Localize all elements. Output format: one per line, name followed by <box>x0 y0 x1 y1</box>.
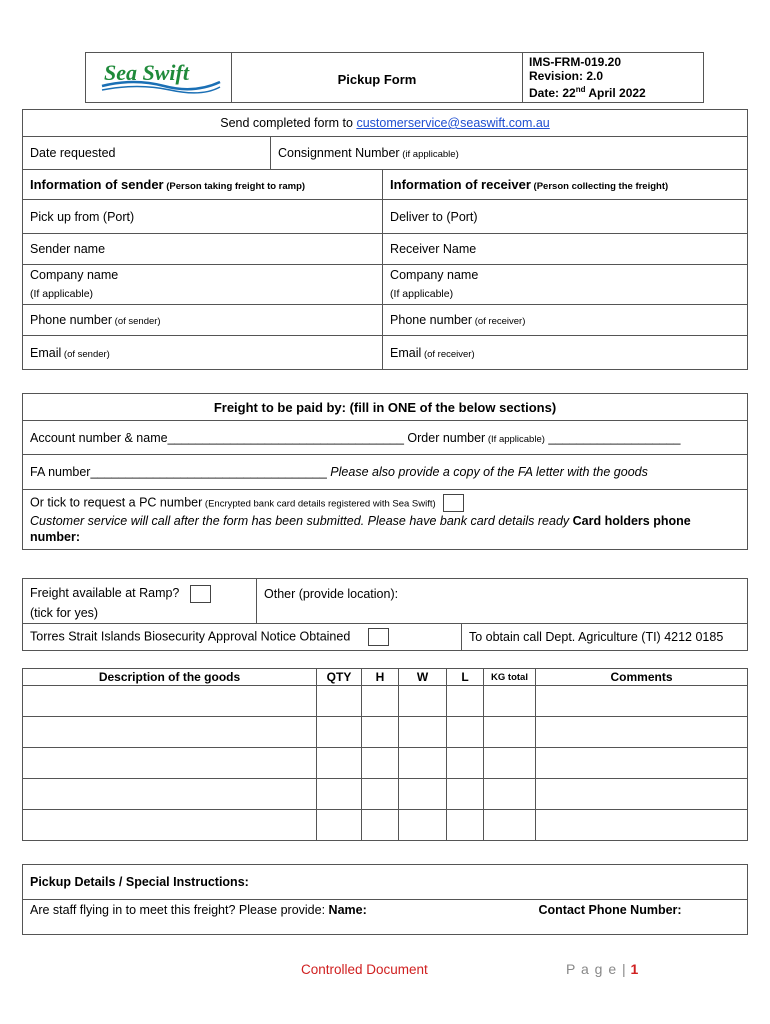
form-title-cell <box>232 53 523 103</box>
table-row <box>23 748 748 779</box>
goods-cell[interactable] <box>23 686 317 717</box>
agriculture-contact: To obtain call Dept. Agriculture (TI) 4212 0185 <box>461 624 747 651</box>
goods-cell[interactable] <box>536 748 748 779</box>
goods-cell[interactable] <box>399 779 447 810</box>
sender-phone-field[interactable]: Phone number (of sender) <box>23 305 383 336</box>
pc-number-row: Or tick to request a PC number (Encrypted bank card details registered with Sea Swift) Customer service will call after the form has been submitted. Please have bank card details ready Card holders phone number: <box>23 490 748 550</box>
goods-cell[interactable] <box>484 686 536 717</box>
customer-service-email-link[interactable]: customerservice@seaswift.com.au <box>356 116 550 130</box>
payment-table <box>22 393 748 550</box>
receiver-company-field[interactable]: Company name (If applicable) <box>383 265 748 305</box>
goods-cell[interactable] <box>317 748 362 779</box>
contact-phone-field[interactable]: Contact Phone Number: <box>538 903 682 917</box>
logo-text: Sea Swift <box>103 60 189 85</box>
receiver-name-field[interactable]: Receiver Name <box>383 234 748 265</box>
deliver-to-field[interactable]: Deliver to (Port) <box>383 200 748 234</box>
goods-header-description: Description of the goods <box>23 669 317 686</box>
goods-cell[interactable] <box>447 717 484 748</box>
doc-number: IMS-FRM-019.20 <box>529 55 622 69</box>
goods-cell[interactable] <box>447 686 484 717</box>
goods-cell[interactable] <box>362 717 399 748</box>
info-table <box>22 109 748 370</box>
consignment-number-field[interactable]: Consignment Number (if applicable) <box>271 137 748 170</box>
table-row <box>23 717 748 748</box>
goods-cell[interactable] <box>484 810 536 841</box>
goods-cell[interactable] <box>23 717 317 748</box>
biosecurity-checkbox[interactable] <box>368 628 389 646</box>
goods-cell[interactable] <box>484 779 536 810</box>
goods-header-w: W <box>399 669 447 686</box>
date-requested-field[interactable]: Date requested <box>23 137 271 170</box>
ramp-checkbox[interactable] <box>190 585 211 603</box>
goods-cell[interactable] <box>362 748 399 779</box>
pickup-from-field[interactable]: Pick up from (Port) <box>23 200 383 234</box>
sender-heading: Information of sender (Person taking freight to ramp) <box>23 170 383 200</box>
goods-header-l: L <box>447 669 484 686</box>
doc-info-cell <box>523 53 704 103</box>
sender-name-field[interactable]: Sender name <box>23 234 383 265</box>
sender-company-field[interactable]: Company name (If applicable) <box>23 265 383 305</box>
goods-cell[interactable] <box>399 810 447 841</box>
table-row <box>23 810 748 841</box>
sea-swift-logo <box>94 56 224 96</box>
goods-cell[interactable] <box>317 717 362 748</box>
goods-cell[interactable] <box>23 748 317 779</box>
goods-cell[interactable] <box>536 810 748 841</box>
pc-number-checkbox[interactable] <box>443 494 464 512</box>
goods-cell[interactable] <box>362 779 399 810</box>
logo-cell <box>86 53 232 103</box>
goods-cell[interactable] <box>536 779 748 810</box>
ramp-availability-cell: Freight available at Ramp? (tick for yes) <box>23 579 257 624</box>
receiver-phone-field[interactable]: Phone number (of receiver) <box>383 305 748 336</box>
staff-flying-row: Are staff flying in to meet this freight? Please provide: Name: Contact Phone Number: <box>23 900 748 935</box>
goods-cell[interactable] <box>399 686 447 717</box>
goods-cell[interactable] <box>317 686 362 717</box>
payment-heading: Freight to be paid by: (fill in ONE of the below sections) <box>23 394 748 421</box>
ramp-table <box>22 578 748 651</box>
goods-cell[interactable] <box>317 779 362 810</box>
doc-date: Date: 22nd April 2022 <box>529 85 646 100</box>
goods-cell[interactable] <box>447 779 484 810</box>
receiver-heading: Information of receiver (Person collecting the freight) <box>383 170 748 200</box>
header-table <box>85 52 704 103</box>
send-to-row: Send completed form to customerservice@seaswift.com.au <box>23 110 748 137</box>
goods-cell[interactable] <box>362 810 399 841</box>
pickup-details-heading[interactable]: Pickup Details / Special Instructions: <box>23 865 748 900</box>
goods-table <box>22 668 748 841</box>
card-holders-phone-field[interactable]: Card holders phone number: <box>30 513 691 544</box>
form-title: Pickup Form <box>337 72 417 87</box>
goods-header-qty: QTY <box>317 669 362 686</box>
goods-cell[interactable] <box>447 810 484 841</box>
goods-cell[interactable] <box>399 748 447 779</box>
pickup-details-table <box>22 864 748 935</box>
goods-cell[interactable] <box>23 779 317 810</box>
goods-header-h: H <box>362 669 399 686</box>
goods-cell[interactable] <box>23 810 317 841</box>
revision: Revision: 2.0 <box>529 69 604 83</box>
table-row <box>23 686 748 717</box>
goods-cell[interactable] <box>536 686 748 717</box>
biosecurity-row: Torres Strait Islands Biosecurity Approval Notice Obtained <box>23 624 462 651</box>
goods-header-comments: Comments <box>536 669 748 686</box>
goods-cell[interactable] <box>317 810 362 841</box>
goods-header-kg-total: KG total <box>484 669 536 686</box>
account-number-field[interactable]: Account number & name__________________________________ Order number (If applicable) ___________________ <box>23 421 748 455</box>
goods-cell[interactable] <box>536 717 748 748</box>
page-indicator: P a g e | 1 <box>566 961 639 977</box>
fa-number-field[interactable]: FA number__________________________________ Please also provide a copy of the FA letter with the goods <box>23 455 748 490</box>
controlled-document-label: Controlled Document <box>301 962 428 977</box>
staff-name-field[interactable]: Name: <box>328 903 367 917</box>
goods-cell[interactable] <box>484 748 536 779</box>
goods-cell[interactable] <box>399 717 447 748</box>
sender-email-field[interactable]: Email (of sender) <box>23 336 383 370</box>
other-location-field[interactable]: Other (provide location): <box>257 579 748 624</box>
goods-cell[interactable] <box>447 748 484 779</box>
goods-cell[interactable] <box>362 686 399 717</box>
receiver-email-field[interactable]: Email (of receiver) <box>383 336 748 370</box>
goods-cell[interactable] <box>484 717 536 748</box>
table-row <box>23 779 748 810</box>
